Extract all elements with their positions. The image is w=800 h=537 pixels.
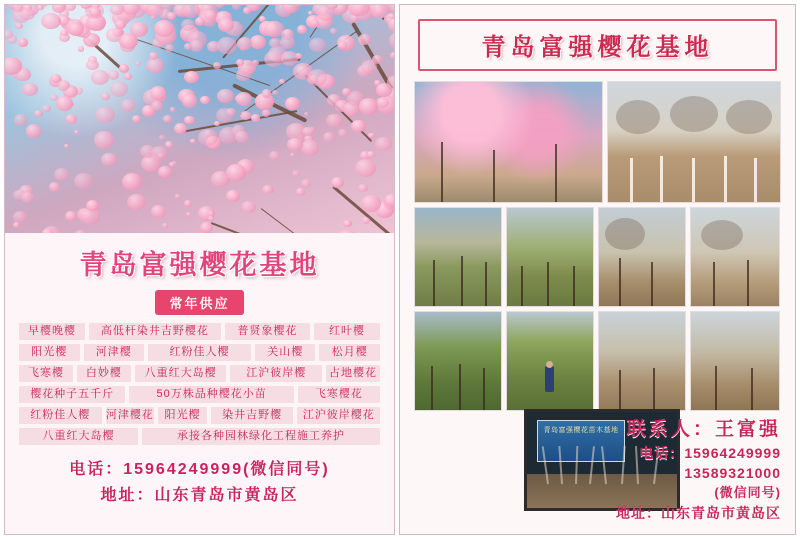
blossom-petal xyxy=(174,123,187,134)
species-cell: 白妙樱 xyxy=(77,365,131,382)
blossom-petal xyxy=(34,110,43,118)
blossom-petal xyxy=(351,120,365,132)
blossom-petal xyxy=(217,37,237,54)
blossom-petal xyxy=(15,23,22,29)
blossom-petal xyxy=(186,212,191,216)
blossom-petal xyxy=(94,131,115,148)
green-sapling-rows-photo xyxy=(414,311,502,411)
species-row xyxy=(19,365,380,382)
wide-field-trees-photo xyxy=(598,311,686,411)
blossom-petal xyxy=(195,17,205,26)
right-phone-1: 电话：15964249999 xyxy=(639,445,781,461)
species-cell: 红粉佳人樱 xyxy=(148,344,251,361)
blossom-petal xyxy=(175,194,180,198)
species-cell: 河津樱花 xyxy=(106,407,155,424)
blossom-petal xyxy=(226,164,246,181)
supply-badge-row xyxy=(5,290,394,315)
blossom-petal xyxy=(154,20,174,37)
left-phone-line: 电话：15964249999(微信同号) xyxy=(69,461,330,478)
species-row xyxy=(19,407,380,424)
species-cell: 高低杆染井吉野樱花 xyxy=(89,323,221,340)
species-cell: 飞寒樱花 xyxy=(298,386,380,403)
left-address-line: 地址：山东青岛市黄岛区 xyxy=(100,487,299,504)
blossom-petal xyxy=(200,96,209,104)
blossom-petal xyxy=(119,33,138,49)
species-cell: 八重红大岛樱 xyxy=(135,365,227,382)
blossom-petal xyxy=(13,222,21,229)
blossom-petal xyxy=(21,192,33,203)
blossom-petal xyxy=(390,52,394,59)
blossom-petal xyxy=(287,138,303,152)
blossom-petal xyxy=(251,114,260,122)
blossom-petal xyxy=(41,13,60,29)
right-contact-block xyxy=(531,417,781,523)
species-grid xyxy=(5,323,394,445)
blossom-petal xyxy=(74,173,93,189)
blossom-petal xyxy=(272,90,278,95)
blossom-petal xyxy=(217,89,234,103)
blossom-petal xyxy=(190,139,196,144)
right-poster xyxy=(399,4,796,535)
blossom-petal xyxy=(124,73,132,79)
species-cell: 红粉佳人樱 xyxy=(19,407,102,424)
blossom-petal xyxy=(376,83,392,97)
blossom-petal xyxy=(182,5,200,18)
blossom-petal xyxy=(262,109,270,116)
blossom-petal xyxy=(5,30,13,38)
blossom-petal xyxy=(292,170,300,177)
blossom-branch xyxy=(211,222,327,233)
photo-row xyxy=(414,311,781,411)
blossom-petal xyxy=(86,60,98,71)
blossom-petal xyxy=(68,22,85,36)
species-cell: 50万株品种樱花小苗 xyxy=(129,386,293,403)
blossom-petal xyxy=(14,114,28,126)
blossom-petal xyxy=(89,7,101,17)
blossom-petal xyxy=(262,89,272,97)
blossom-petal xyxy=(163,115,172,123)
left-poster-title: 青岛富强樱花基地 xyxy=(79,250,320,281)
species-row xyxy=(19,428,380,445)
winter-field-trees-photo xyxy=(690,207,780,307)
left-contact-block xyxy=(5,457,394,519)
blossom-petal xyxy=(170,107,176,112)
blossom-petal xyxy=(331,177,344,188)
blossom-petal xyxy=(146,58,164,73)
blossom-petal xyxy=(151,101,164,112)
photo-grid xyxy=(400,81,795,411)
blossom-petal xyxy=(78,46,84,51)
blossom-petal xyxy=(135,61,141,66)
blossom-petal xyxy=(342,88,351,96)
blossom-petal xyxy=(389,32,394,49)
blossom-petal xyxy=(119,64,129,73)
species-cell: 占地樱花 xyxy=(326,365,380,382)
bare-orchard-rows-photo xyxy=(607,81,781,203)
species-row xyxy=(19,344,380,361)
blossom-petal xyxy=(213,62,221,69)
blossom-petal xyxy=(151,146,168,160)
blossom-petal xyxy=(149,52,158,60)
species-cell: 关山樱 xyxy=(255,344,316,361)
blossom-petal xyxy=(232,5,242,10)
blossom-petal xyxy=(301,179,311,188)
blossom-petal xyxy=(132,115,142,123)
wechat-note: (微信同号) xyxy=(714,485,781,500)
blossom-petal xyxy=(115,20,125,29)
blossom-petal xyxy=(108,70,120,80)
sign-board-text: 青岛富强樱花苗木基地 xyxy=(537,420,625,462)
blossom-petal xyxy=(389,14,394,19)
species-cell: 八重红大岛樱 xyxy=(19,428,138,445)
blossom-petal xyxy=(54,168,69,181)
right-address-line: 地址：山东青岛市黄岛区 xyxy=(616,505,781,521)
blossom-petal xyxy=(74,230,87,233)
blossom-petal xyxy=(330,28,337,34)
blossom-petal xyxy=(304,112,309,116)
left-title-wrap xyxy=(5,233,394,284)
blossom-petal xyxy=(26,124,42,137)
blossom-petal xyxy=(337,230,358,233)
blossom-petal xyxy=(302,127,314,137)
blossom-petal xyxy=(355,159,376,177)
species-row xyxy=(19,323,380,340)
blossom-petal xyxy=(308,69,327,85)
species-cell: 阳光樱 xyxy=(19,344,80,361)
blossom-petal xyxy=(262,185,273,194)
blossom-petal xyxy=(301,140,319,155)
blossom-petal xyxy=(20,8,35,21)
species-row xyxy=(19,386,380,403)
species-cell: 樱花种子五千斤 xyxy=(19,386,125,403)
blossom-petal xyxy=(361,195,380,212)
blossom-petal xyxy=(243,7,251,14)
blossom-petal xyxy=(65,211,77,221)
blossom-petal xyxy=(167,12,177,20)
photo-row xyxy=(414,207,781,307)
blossom-petal xyxy=(65,114,76,124)
blossom-petal xyxy=(22,83,38,97)
blossom-petal xyxy=(18,38,28,47)
blossom-petal xyxy=(169,162,175,167)
species-cell: 飞寒樱 xyxy=(19,365,73,382)
left-poster xyxy=(4,4,395,535)
blossom-petal xyxy=(60,30,68,37)
blossom-petal xyxy=(241,201,256,213)
blossom-petal xyxy=(121,99,135,111)
blossom-petal xyxy=(236,59,244,66)
blossom-petal xyxy=(375,137,392,151)
blossom-petal xyxy=(65,5,76,11)
green-nursery-rows-photo xyxy=(506,207,594,307)
blossom-petal xyxy=(49,182,60,191)
blossom-petal xyxy=(235,131,248,142)
blossom-petal xyxy=(338,41,348,49)
blossom-petal xyxy=(362,217,370,224)
blossom-petal xyxy=(200,222,212,233)
blossom-petal xyxy=(368,133,375,139)
blossom-petal xyxy=(42,105,50,112)
dirt-row-trees-photo xyxy=(690,311,780,411)
right-poster-title: 青岛富强樱花基地 xyxy=(481,33,714,61)
cherry-blossom-hero-photo xyxy=(5,5,394,233)
blossom-petal xyxy=(326,114,342,128)
species-cell: 早樱晚樱 xyxy=(19,323,85,340)
blossom-petal xyxy=(101,153,117,166)
blossom-petal xyxy=(190,40,203,51)
blossom-petal xyxy=(162,223,168,228)
right-phone-2: 13589321000 xyxy=(684,465,781,481)
blossom-petal xyxy=(182,94,198,107)
blossom-petal xyxy=(372,55,382,64)
blossom-petal xyxy=(311,20,319,27)
blossom-petal xyxy=(359,98,378,114)
right-title-box xyxy=(418,19,777,71)
blossom-petal xyxy=(390,5,394,13)
species-cell: 江沪彼岸樱 xyxy=(230,365,322,382)
blossom-petal xyxy=(358,184,368,192)
young-trees-orchard-photo xyxy=(414,207,502,307)
blossom-petal xyxy=(127,194,146,210)
blossom-petal xyxy=(269,38,281,48)
blossom-petal xyxy=(237,37,252,50)
contact-person-line: 联系人：王富强 xyxy=(626,419,781,440)
blossom-petal xyxy=(64,144,69,148)
species-cell: 染井吉野樱 xyxy=(211,407,294,424)
blossom-petal xyxy=(367,151,375,158)
blossom-petal xyxy=(296,188,306,196)
species-cell: 江沪彼岸樱花 xyxy=(297,407,380,424)
species-cell: 承接各种园林绿化工程施工养护 xyxy=(142,428,380,445)
blossom-branch xyxy=(261,208,297,233)
blossom-petal xyxy=(358,34,371,45)
blossom-petal xyxy=(165,141,173,148)
blossom-petal xyxy=(285,97,300,110)
blossom-petal xyxy=(208,216,214,222)
blossom-petal xyxy=(184,71,199,84)
worker-in-field-photo xyxy=(506,311,594,411)
blossom-petal xyxy=(110,81,128,97)
photo-row xyxy=(414,81,781,203)
blossom-petal xyxy=(184,116,194,125)
blossom-petal xyxy=(290,153,295,157)
blossom-petal xyxy=(42,229,52,233)
species-cell: 松月樱 xyxy=(319,344,380,361)
blossom-petal xyxy=(269,151,280,160)
blossom-petal xyxy=(226,190,239,201)
blossom-petal xyxy=(86,200,100,211)
blossom-petal xyxy=(158,166,172,178)
species-cell: 红叶樱 xyxy=(314,323,380,340)
blossom-petals-layer xyxy=(5,5,394,233)
blossom-petal xyxy=(281,51,298,65)
blossom-petal xyxy=(388,17,394,31)
blossom-petal xyxy=(95,107,115,124)
species-cell: 阳光樱 xyxy=(158,407,207,424)
blossom-petal xyxy=(226,108,236,117)
blossom-petal xyxy=(297,25,308,34)
blossom-petal xyxy=(159,135,165,140)
blossom-petal xyxy=(91,70,109,85)
blossom-petal xyxy=(122,173,142,190)
blossom-petal xyxy=(56,96,74,111)
blossom-petal xyxy=(151,205,166,218)
blossom-petal xyxy=(250,35,266,49)
year-round-supply-badge: 常年供应 xyxy=(155,290,243,315)
blossom-petal xyxy=(338,129,348,138)
blossom-petal xyxy=(323,132,335,142)
blossom-petal xyxy=(370,5,390,18)
species-cell: 普贤象樱花 xyxy=(225,323,310,340)
blossom-petal xyxy=(101,93,110,100)
blossom-petal xyxy=(309,38,326,52)
blossom-trees-photo xyxy=(414,81,603,203)
species-cell: 河津樱 xyxy=(84,344,145,361)
blossom-petal xyxy=(74,130,79,135)
blossom-petal xyxy=(214,121,220,126)
tree-row-winter-photo xyxy=(598,207,686,307)
blossom-petal xyxy=(184,200,191,206)
blossom-petal xyxy=(236,92,253,106)
blossom-petal xyxy=(343,220,352,227)
